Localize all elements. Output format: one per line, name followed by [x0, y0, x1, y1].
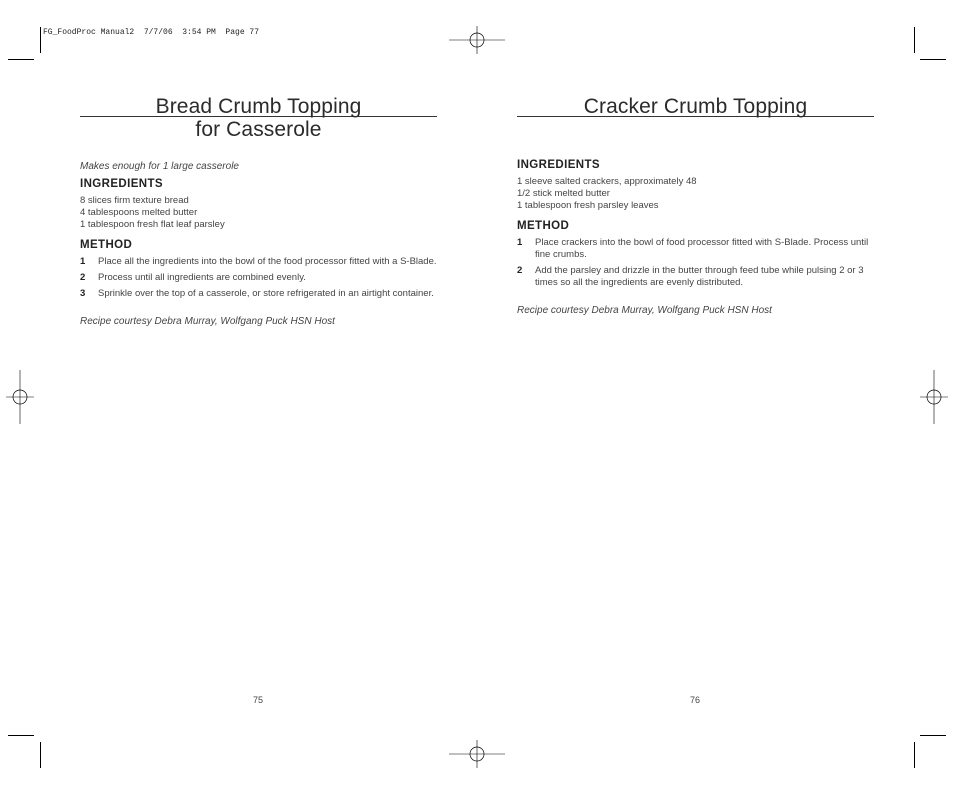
- left-title-block: [80, 95, 437, 143]
- title-line-1: Cracker Crumb Topping: [583, 95, 808, 118]
- step-text: Process until all ingredients are combined evenly.: [98, 272, 306, 283]
- ingredient-item: 1 sleeve salted crackers, approximately 48: [517, 176, 697, 187]
- step-number: 2: [517, 265, 523, 276]
- crop-mark-top-left-h: [8, 59, 34, 60]
- crop-mark-top-left-v: [40, 27, 41, 53]
- step-text: Place all the ingredients into the bowl of the food processor fitted with a S-Blade.: [98, 256, 437, 267]
- ingredient-item: 1 tablespoon fresh parsley leaves: [517, 200, 659, 211]
- registration-mark-top-icon: [449, 24, 505, 56]
- crop-mark-bottom-left-v: [40, 742, 41, 768]
- crop-mark-top-right-h: [920, 59, 946, 60]
- method-step: [80, 272, 437, 284]
- step-text: Place crackers into the bowl of food processor fitted with S-Blade. Process until fine crumbs.: [535, 237, 869, 260]
- registration-mark-bottom-icon: [449, 738, 505, 770]
- method-step: [80, 288, 437, 300]
- page-title: [80, 95, 437, 141]
- right-page: [517, 95, 874, 316]
- ingredients-heading: INGREDIENTS: [517, 159, 600, 171]
- method-heading: METHOD: [517, 220, 570, 232]
- method-steps: [517, 237, 874, 289]
- recipe-credit: Recipe courtesy Debra Murray, Wolfgang Puck HSN Host: [517, 305, 772, 316]
- step-number: 1: [517, 237, 523, 248]
- right-title-block: [517, 95, 874, 143]
- page-title: [517, 95, 874, 118]
- crop-mark-bottom-left-h: [8, 735, 34, 736]
- recipe-credit: Recipe courtesy Debra Murray, Wolfgang Puck HSN Host: [80, 316, 335, 327]
- registration-mark-right-icon: [916, 370, 952, 424]
- method-heading: METHOD: [80, 239, 133, 251]
- page-number-left: 75: [252, 695, 263, 705]
- crop-mark-top-right-v: [914, 27, 915, 53]
- ingredient-item: 1/2 stick melted butter: [517, 188, 610, 199]
- title-line-1: Bread Crumb Topping: [155, 95, 362, 118]
- ingredients-heading: INGREDIENTS: [80, 178, 163, 190]
- left-page: [80, 95, 437, 327]
- method-step: [517, 265, 874, 289]
- ingredient-item: 1 tablespoon fresh flat leaf parsley: [80, 219, 225, 230]
- ingredients-list: [517, 176, 874, 212]
- ingredient-item: 4 tablespoons melted butter: [80, 207, 198, 218]
- method-steps: [80, 256, 437, 300]
- ingredient-item: 8 slices firm texture bread: [80, 195, 189, 206]
- step-number: 3: [80, 288, 86, 299]
- crop-mark-bottom-right-v: [914, 742, 915, 768]
- method-step: [80, 256, 437, 268]
- printer-slug: FG_FoodProc Manual2 7/7/06 3:54 PM Page 77: [43, 28, 260, 37]
- title-line-2: for Casserole: [195, 118, 322, 141]
- page-number-right: 76: [689, 695, 700, 705]
- step-text: Add the parsley and drizzle in the butter through feed tube while pulsing 2 or 3 times so all the ingredients are evenly distributed.: [535, 265, 864, 288]
- crop-mark-bottom-right-h: [920, 735, 946, 736]
- yield-note: Makes enough for 1 large casserole: [80, 161, 239, 172]
- ingredients-list: [80, 195, 437, 231]
- step-number: 2: [80, 272, 86, 283]
- registration-mark-left-icon: [2, 370, 38, 424]
- step-number: 1: [80, 256, 86, 267]
- step-text: Sprinkle over the top of a casserole, or store refrigerated in an airtight container.: [98, 288, 434, 299]
- method-step: [517, 237, 874, 261]
